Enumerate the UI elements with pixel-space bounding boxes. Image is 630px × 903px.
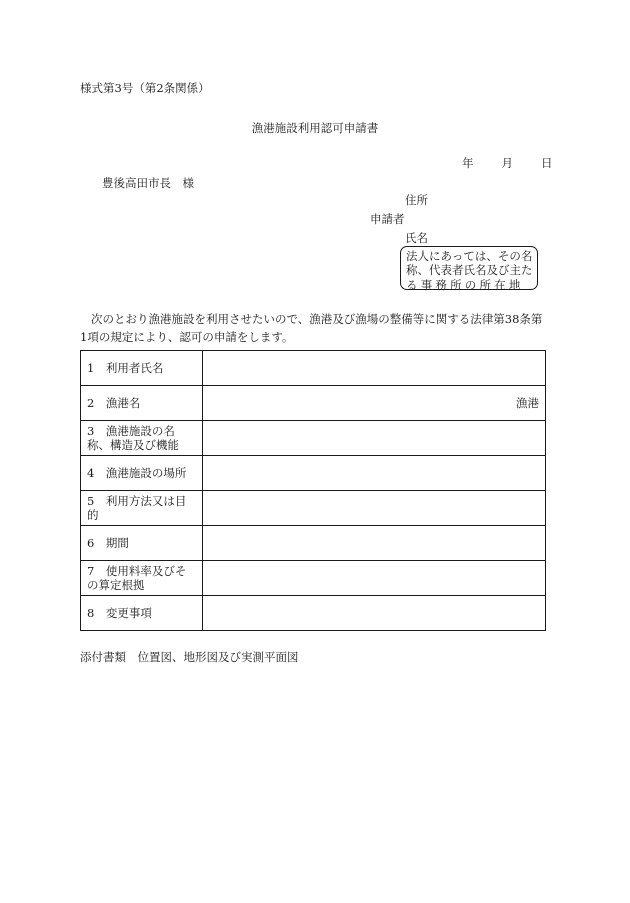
table-row: [81, 386, 546, 421]
date-day-label: 日: [541, 156, 553, 170]
row-label: 1 利用者氏名: [81, 351, 203, 386]
table-row: [81, 561, 546, 596]
row-value[interactable]: [203, 456, 546, 491]
table-row: [81, 596, 546, 631]
date-year-label: 年: [462, 156, 474, 170]
table-row: [81, 421, 546, 456]
table-row: [81, 491, 546, 526]
corporate-note-line: 称、代表者氏名及び主た: [406, 263, 533, 278]
addressee: 豊後高田市長 様: [102, 176, 194, 190]
row-value[interactable]: [203, 351, 546, 386]
row-label: 5 利用方法又は目的: [81, 491, 203, 526]
intro-paragraph: 次のとおり漁港施設を利用させたいので、漁港及び漁場の整備等に関する法律第38条第1項の規定により、認可の申請をします。: [80, 312, 543, 345]
row-label: 4 漁港施設の場所: [81, 456, 203, 491]
applicant-address-label: 住所: [405, 193, 428, 207]
table-row: [81, 456, 546, 491]
row-value[interactable]: [203, 491, 546, 526]
table-row: [81, 351, 546, 386]
corporate-note-line: 法人にあっては、その名: [406, 249, 533, 263]
row-value[interactable]: 漁港: [203, 386, 546, 421]
document-title: 漁港施設利用認可申請書: [251, 121, 379, 135]
date-line: [462, 157, 553, 171]
application-items-table: [80, 350, 546, 631]
applicant-name-label: 氏名: [405, 231, 428, 245]
table-row: [81, 526, 546, 561]
row-value[interactable]: [203, 561, 546, 596]
attachments-note: 添付書類 位置図、地形図及び実測平面図: [80, 650, 299, 664]
row-value[interactable]: [203, 596, 546, 631]
corporate-note-line: る事務所の所在地: [406, 277, 524, 292]
applicant-role-label: 申請者: [370, 212, 405, 226]
row-value[interactable]: [203, 526, 546, 561]
row-label: 8 変更事項: [81, 596, 203, 631]
corporate-note: [400, 246, 538, 290]
form-number: 様式第3号（第2条関係）: [80, 81, 210, 95]
row-label: 2 漁港名: [81, 386, 203, 421]
row-label: 6 期間: [81, 526, 203, 561]
row-label: 3 漁港施設の名称、構造及び機能: [81, 421, 203, 456]
date-month-label: 月: [501, 156, 513, 170]
row-value[interactable]: [203, 421, 546, 456]
row-label: 7 使用料率及びその算定根拠: [81, 561, 203, 596]
